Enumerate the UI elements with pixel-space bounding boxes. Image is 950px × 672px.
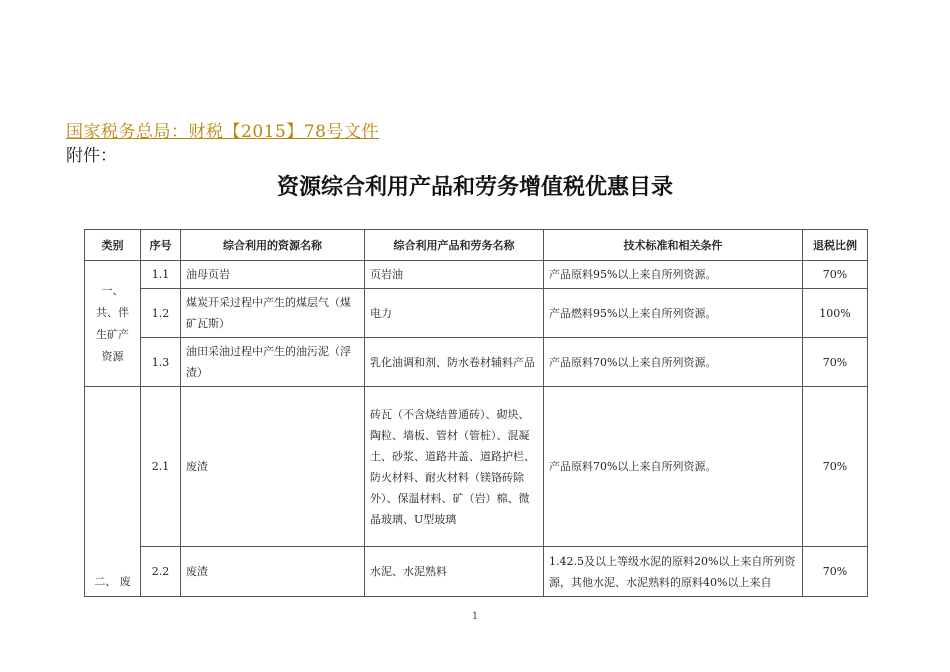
table-row	[85, 289, 868, 338]
technical-standard: 1.42.5及以上等级水泥的原料20%以上来自所列资源，其他水泥、水泥熟料的原料40%以上来自	[544, 547, 803, 597]
refund-rate: 100%	[803, 289, 868, 338]
refund-rate: 70%	[803, 338, 868, 387]
resource-name: 废渣	[181, 547, 365, 597]
category-line: 一、	[101, 283, 124, 297]
column-header-category: 类别	[85, 230, 141, 261]
technical-standard: 产品原料70%以上来自所列资源。	[544, 338, 803, 387]
refund-rate: 70%	[803, 261, 868, 289]
category-line: 共、伴	[96, 305, 129, 319]
preferential-catalog-table	[84, 229, 868, 597]
column-header-standard: 技术标准和相关条件	[544, 230, 803, 261]
refund-rate: 70%	[803, 547, 868, 597]
product-name: 水泥、水泥熟料	[365, 547, 544, 597]
refund-rate: 70%	[803, 387, 868, 547]
source-document-link[interactable]: 国家税务总局：财税【2015】78号文件	[66, 122, 379, 142]
column-header-resource: 综合利用的资源名称	[181, 230, 365, 261]
table-row	[85, 261, 868, 289]
category-cell-mineral	[85, 261, 141, 387]
product-name: 砖瓦（不含烧结普通砖）、砌块、陶粒、墙板、管材（管桩）、混凝土、砂浆、道路井盖、道路护栏、防火材料、耐火材料（镁铬砖除外）、保温材料、矿（岩）棉、微晶玻璃、U型玻璃	[365, 387, 544, 547]
page-title: 资源综合利用产品和劳务增值税优惠目录	[276, 175, 673, 200]
product-name: 页岩油	[365, 261, 544, 289]
product-name: 乳化油调和剂、防水卷材辅料产品	[365, 338, 544, 387]
row-number: 2.1	[141, 387, 181, 547]
table-row	[85, 547, 868, 597]
table-row	[85, 387, 868, 547]
row-number: 2.2	[141, 547, 181, 597]
resource-name: 油田采油过程中产生的油污泥（浮渣）	[181, 338, 365, 387]
technical-standard: 产品原料70%以上来自所列资源。	[544, 387, 803, 547]
column-header-number: 序号	[141, 230, 181, 261]
resource-name: 煤炭开采过程中产生的煤层气（煤矿瓦斯）	[181, 289, 365, 338]
category-line: 生矿产	[96, 327, 129, 341]
category-line: 资源	[101, 349, 124, 363]
row-number: 1.1	[141, 261, 181, 289]
technical-standard: 产品原料95%以上来自所列资源。	[544, 261, 803, 289]
resource-name: 油母页岩	[181, 261, 365, 289]
product-name: 电力	[365, 289, 544, 338]
page-number: 1	[471, 611, 479, 622]
column-header-rate: 退税比例	[803, 230, 868, 261]
category-cell-waste	[85, 387, 141, 597]
category-line: 二、 废	[94, 575, 131, 588]
row-number: 1.3	[141, 338, 181, 387]
column-header-product: 综合利用产品和劳务名称	[365, 230, 544, 261]
technical-standard: 产品燃料95%以上来自所列资源。	[544, 289, 803, 338]
resource-name: 废渣	[181, 387, 365, 547]
table-row	[85, 338, 868, 387]
table-header-row	[85, 230, 868, 261]
row-number: 1.2	[141, 289, 181, 338]
attachment-label: 附件：	[66, 146, 117, 166]
